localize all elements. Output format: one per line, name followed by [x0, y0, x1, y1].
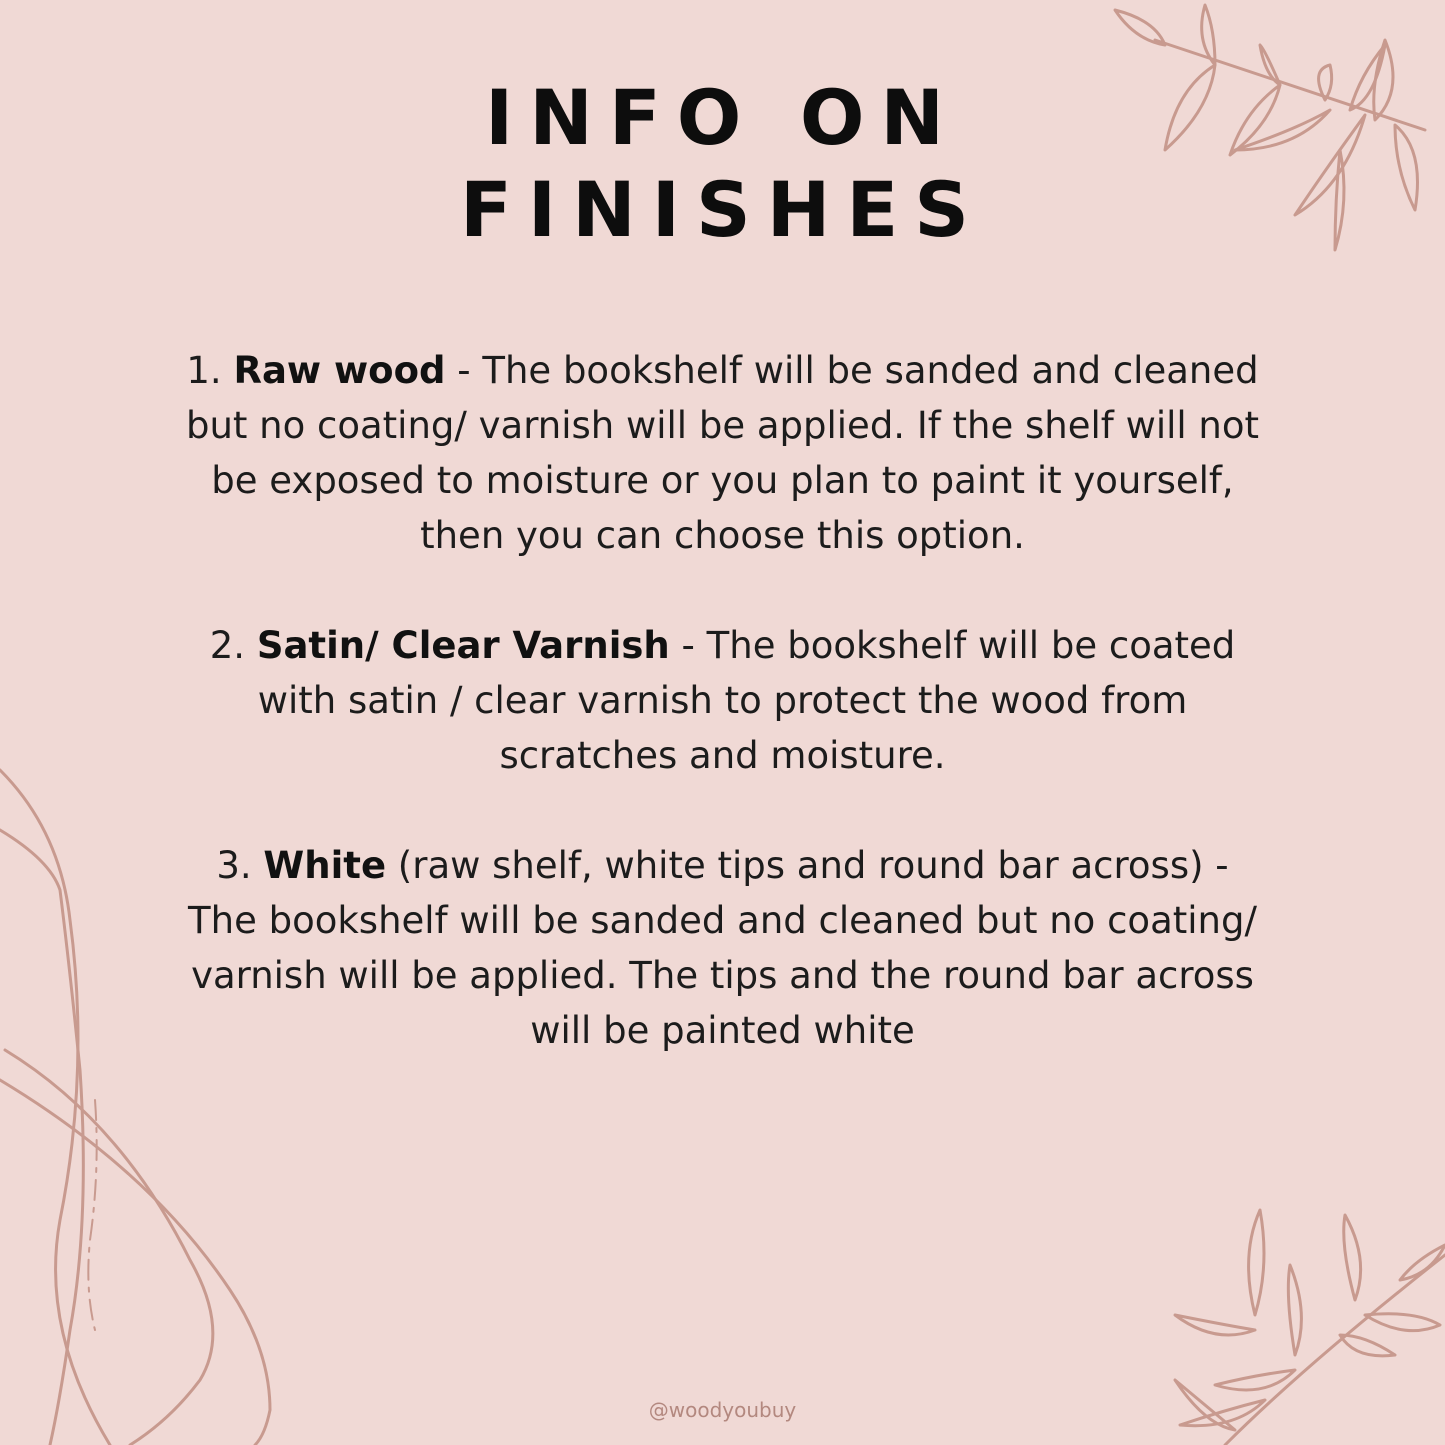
item-description: - The bookshelf will be sanded and cleaned but no coating/ varnish will be applied. If the shelf will not be exposed to moisture or you plan to paint it yourself, then you can choose this option.	[185, 349, 1260, 557]
title-line-1: INFO ON	[484, 73, 961, 162]
finish-list	[180, 343, 1265, 1113]
item-name: Raw wood	[233, 349, 446, 392]
title-line-2: FINISHES	[459, 165, 986, 254]
finish-item-raw-wood	[180, 343, 1265, 563]
item-description: - The bookshelf will be coated with satin / clear varnish to protect the wood from scratches and moisture.	[257, 624, 1236, 777]
page-title	[0, 72, 1445, 256]
item-number: 2.	[209, 624, 246, 667]
instagram-handle: @woodyoubuy	[648, 1398, 797, 1422]
item-description: (raw shelf, white tips and round bar across) - The bookshelf will be sanded and cleaned but no coating/ varnish will be applied. The tips and the round bar across will be painted white	[188, 844, 1257, 1052]
item-number: 3.	[216, 844, 252, 887]
finish-item-satin-varnish	[180, 618, 1265, 783]
item-number: 1.	[186, 349, 222, 392]
item-name: White	[263, 844, 387, 887]
finish-item-white	[180, 838, 1265, 1058]
item-name: Satin/ Clear Varnish	[256, 624, 670, 667]
